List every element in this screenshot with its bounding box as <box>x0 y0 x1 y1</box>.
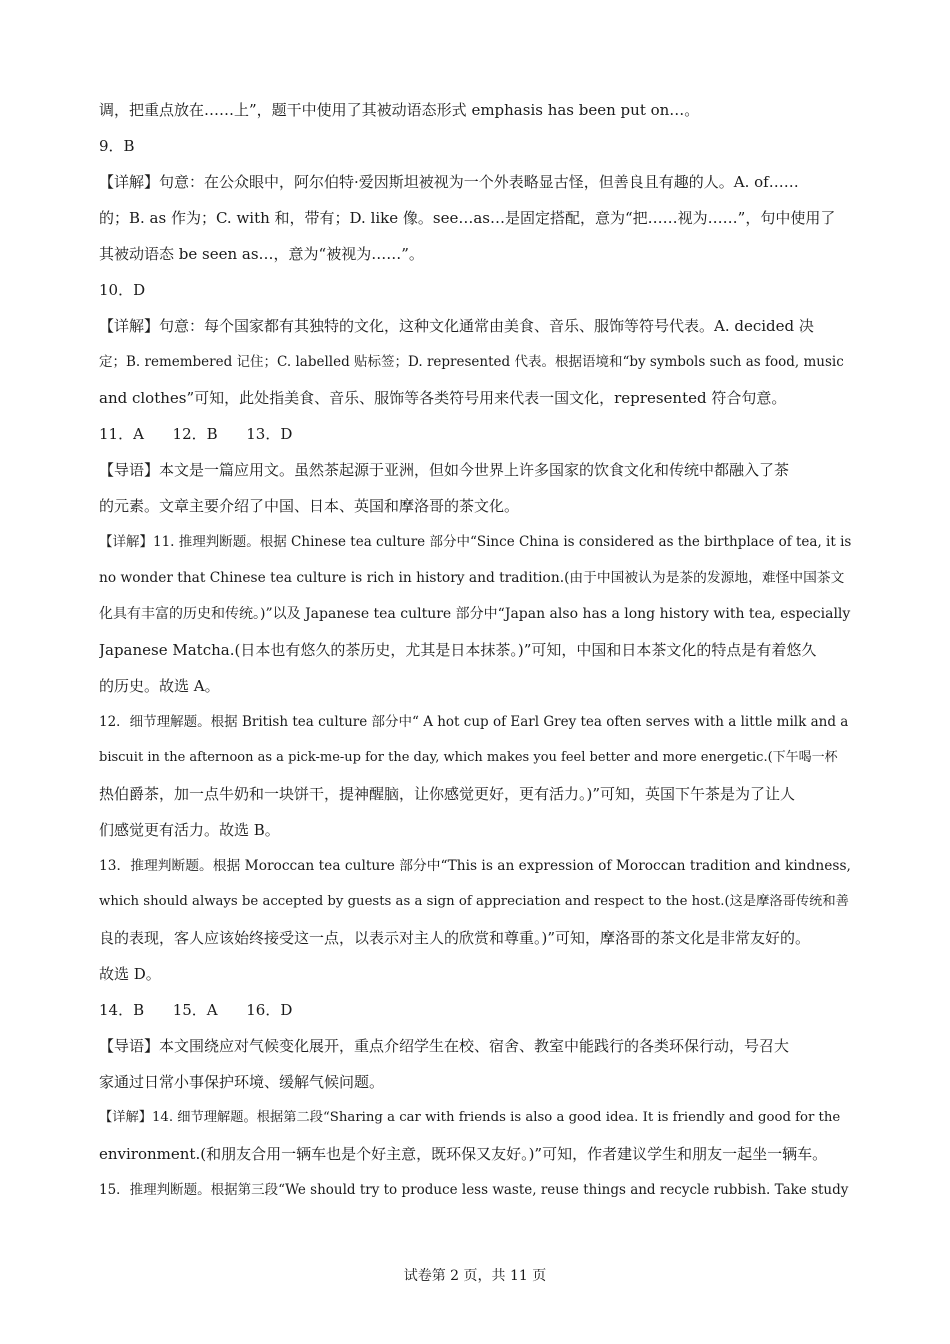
text-line: 的元素。文章主要介绍了中国、日本、英国和摩洛哥的茶文化。 <box>99 497 520 515</box>
text-line: 【详解】句意：在公众眼中，阿尔伯特·爱因斯坦被视为一个外表略显古怪，但善良且有趣的人。A. of…… <box>99 173 799 191</box>
text-line: 【详解】11. 推理判断题。根据 Chinese tea culture 部分中“Since China is considered as the birthplace of tea, it is <box>99 534 851 550</box>
text-line: and clothes”可知，此处指美食、音乐、服饰等各类符号用来代表一国文化，represented 符合句意。 <box>99 389 787 407</box>
answer-key-line: 14．B 15．A 16．D <box>99 1001 293 1019</box>
page-footer: 试卷第 2 页，共 11 页 <box>403 1268 547 1284</box>
text-line: which should always be accepted by guests as a sign of appreciation and respect to the host.(这是摩洛哥传统和善 <box>99 894 849 909</box>
text-line: 【导语】本文围绕应对气候变化展开，重点介绍学生在校、宿舍、教室中能践行的各类环保行动，号召大 <box>99 1037 790 1055</box>
text-line: 调，把重点放在……上”，题干中使用了其被动语态形式 emphasis has been put on…。 <box>99 101 700 119</box>
answer-key-line: 9．B <box>99 137 135 155</box>
text-line: 15．推理判断题。根据第三段“We should try to produce less waste, reuse things and recycle rubbish. Take study <box>99 1182 849 1198</box>
text-line: 热伯爵茶，加一点牛奶和一块饼干，提神醒脑，让你感觉更好，更有活力。)”可知，英国下午茶是为了让人 <box>99 785 796 803</box>
answer-explanations <box>99 92 851 1208</box>
text-line: no wonder that Chinese tea culture is rich in history and tradition.(由于中国被认为是茶的发源地，难怪中国茶文 <box>99 570 845 586</box>
text-line: biscuit in the afternoon as a pick-me-up for the day, which makes you feel better and more energetic.(下午喝一杯 <box>99 750 838 765</box>
text-line: 【详解】句意：每个国家都有其独特的文化，这种文化通常由美食、音乐、服饰等符号代表。A. decided 决 <box>99 317 814 335</box>
answer-key-line: 11．A 12．B 13．D <box>99 425 293 443</box>
text-line: environment.(和朋友合用一辆车也是个好主意，既环保又友好。)”可知，作者建议学生和朋友一起坐一辆车。 <box>99 1145 828 1163</box>
text-line: 定；B. remembered 记住；C. labelled 贴标签；D. represented 代表。根据语境和“by symbols such as food, music <box>99 354 844 370</box>
text-line: 良的表现，客人应该始终接受这一点，以表示对主人的欣赏和尊重。)”可知，摩洛哥的茶文化是非常友好的。 <box>99 929 811 947</box>
text-line: 12．细节理解题。根据 British tea culture 部分中“ A hot cup of Earl Grey tea often serves with a little milk and a <box>99 714 849 730</box>
text-line: 【详解】14. 细节理解题。根据第二段“Sharing a car with friends is also a good idea. It is friendly and good for the <box>99 1110 841 1125</box>
text-line: Japanese Matcha.(日本也有悠久的茶历史，尤其是日本抹茶。)”可知，中国和日本茶文化的特点是有着悠久 <box>99 641 817 659</box>
text-line: 家通过日常小事保护环境、缓解气候问题。 <box>99 1073 385 1091</box>
text-line: 13．推理判断题。根据 Moroccan tea culture 部分中“This is an expression of Moroccan tradition and kindness, <box>99 858 851 874</box>
answer-key-line: 10．D <box>99 281 146 299</box>
text-line: 【导语】本文是一篇应用文。虽然茶起源于亚洲，但如今世界上许多国家的饮食文化和传统中都融入了茶 <box>99 461 790 479</box>
text-line: 们感觉更有活力。故选 B。 <box>99 821 280 839</box>
text-line: 的；B. as 作为；C. with 和，带有；D. like 像。see…as…是固定搭配，意为“把……视为……”，句中使用了 <box>99 209 836 227</box>
text-line: 其被动语态 be seen as…，意为“被视为……”。 <box>99 245 424 263</box>
text-line: 化具有丰富的历史和传统。)”以及 Japanese tea culture 部分中“Japan also has a long history with tea, especially <box>99 606 851 622</box>
text-line: 的历史。故选 A。 <box>99 677 220 695</box>
text-line: 故选 D。 <box>99 965 161 983</box>
